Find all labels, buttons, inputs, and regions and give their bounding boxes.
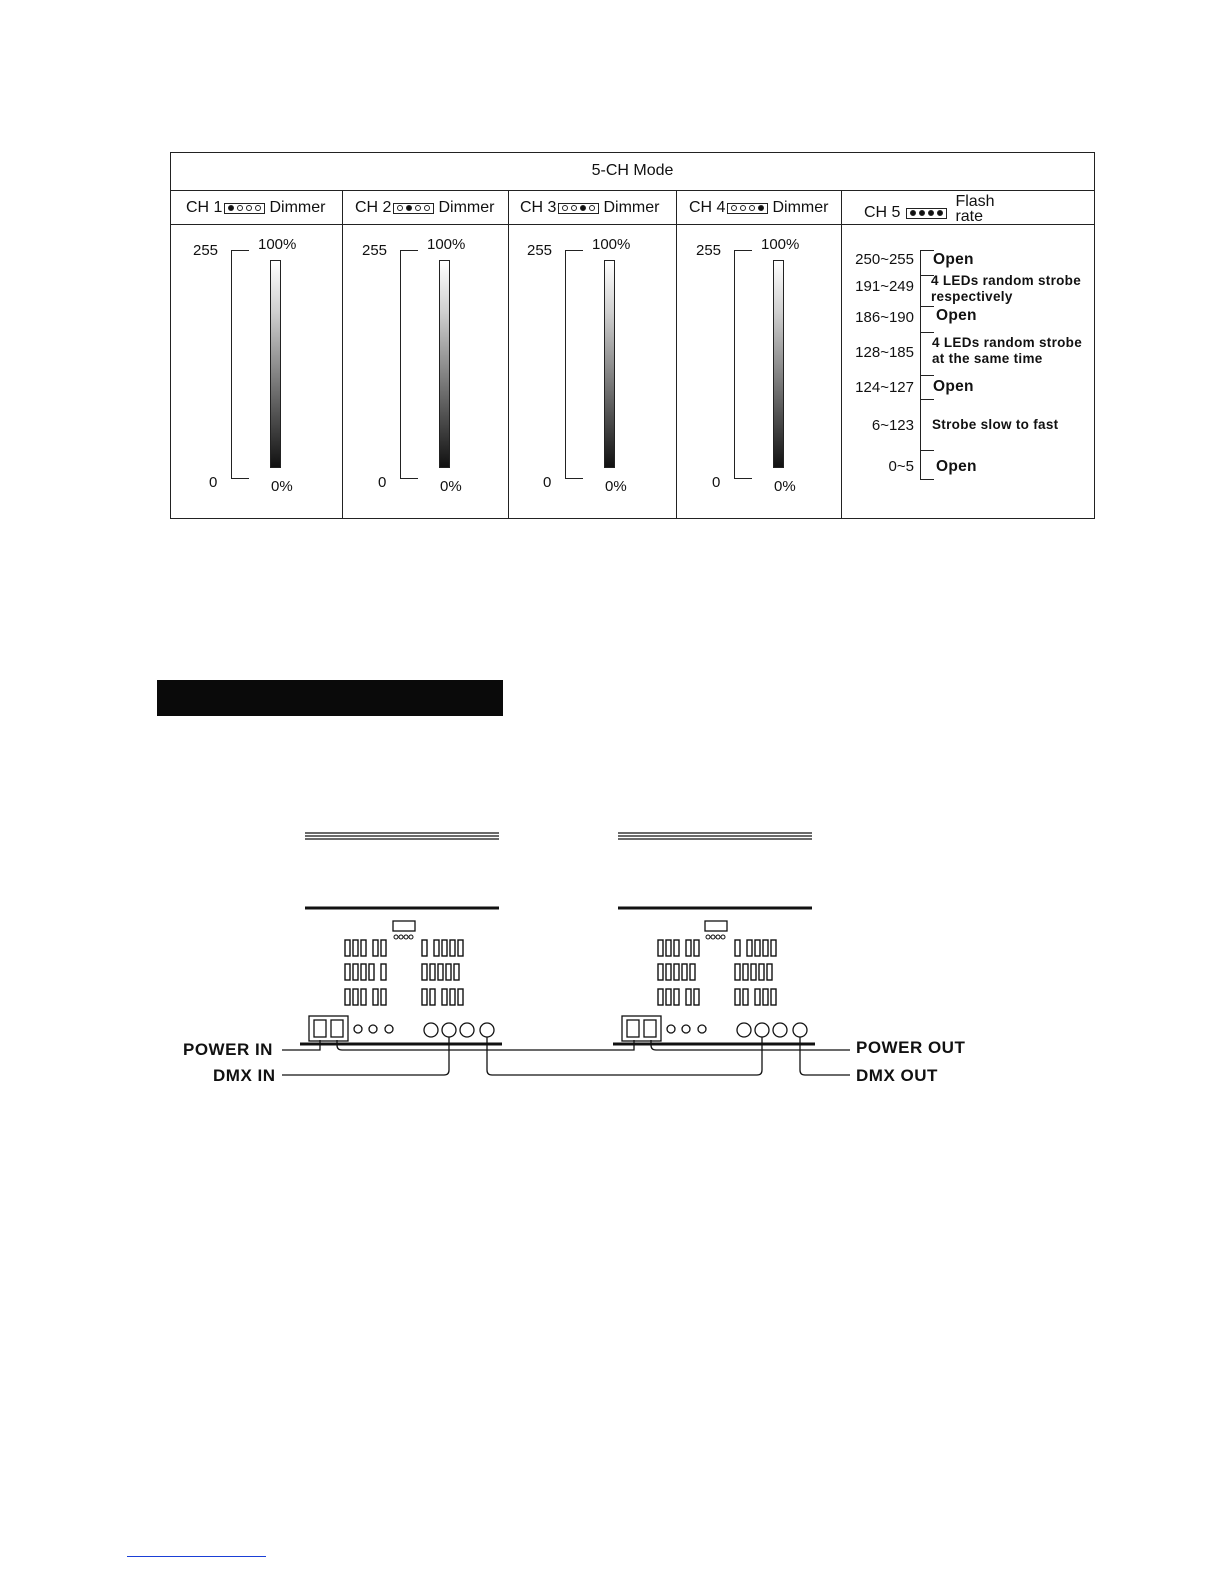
scale-top-percent: 100%: [427, 236, 466, 253]
ch2-label: CH 2: [355, 199, 392, 216]
footer-link-underline: [127, 1556, 266, 1557]
table-title: 5-CH Mode: [591, 162, 674, 179]
divider: [508, 191, 509, 518]
range-tick: [920, 306, 934, 307]
scale-top-value: 255: [193, 242, 219, 259]
ch4-label: CH 4: [689, 199, 726, 216]
dip-switch-icon: [224, 203, 265, 214]
power-in-label: POWER IN: [183, 1040, 273, 1059]
scale-top-value: 255: [362, 242, 388, 259]
range-tick: [920, 450, 934, 451]
scale-bottom-percent: 0%: [440, 478, 462, 495]
scale-bracket: [734, 250, 752, 479]
ch4-header: [689, 199, 828, 217]
dip-on-dot: [919, 210, 925, 216]
ch1-header: [186, 199, 325, 217]
range-tick: [920, 250, 934, 251]
dip-off-dot: [255, 205, 261, 211]
dip-on-dot: [580, 205, 586, 211]
scale-bottom-percent: 0%: [605, 478, 627, 495]
range-spine: [920, 250, 921, 479]
dip-off-dot: [749, 205, 755, 211]
five-ch-mode-table: [170, 152, 1095, 519]
range-description: Open: [936, 458, 977, 475]
dip-off-dot: [740, 205, 746, 211]
dip-switch-icon: [727, 203, 768, 214]
range-value: 6~123: [871, 417, 914, 434]
range-value: 124~127: [855, 379, 914, 396]
fixture-right: [613, 833, 815, 1044]
range-tick: [920, 332, 934, 333]
dip-on-dot: [228, 205, 234, 211]
ch1-function: Dimmer: [269, 199, 326, 216]
scale-bottom-value: 0: [209, 474, 218, 491]
dip-off-dot: [415, 205, 421, 211]
dip-switch-icon: [906, 208, 947, 219]
ch3-header: [520, 199, 659, 217]
dip-switch-icon: [558, 203, 599, 214]
dip-on-dot: [928, 210, 934, 216]
ch2-function: Dimmer: [438, 199, 495, 216]
ch5-header: [864, 194, 995, 224]
range-description: Open: [936, 307, 977, 324]
dip-off-dot: [237, 205, 243, 211]
range-tick: [920, 375, 934, 376]
range-description-line1: 4 LEDs random strobe: [931, 273, 1082, 288]
range-description: Open: [933, 378, 974, 395]
section-heading-band: [157, 680, 503, 716]
scale-bottom-value: 0: [378, 474, 387, 491]
scale-top-percent: 100%: [592, 236, 631, 253]
dip-off-dot: [246, 205, 252, 211]
ch5-function-line2: rate: [955, 208, 984, 225]
dip-off-dot: [731, 205, 737, 211]
scale-bottom-value: 0: [712, 474, 721, 491]
dip-off-dot: [589, 205, 595, 211]
dimmer-gradient-bar: [270, 260, 281, 468]
ch2-header: [355, 199, 494, 217]
dip-off-dot: [571, 205, 577, 211]
range-value: 128~185: [855, 344, 914, 361]
range-value: 186~190: [855, 309, 914, 326]
ch4-function: Dimmer: [772, 199, 829, 216]
dip-switch-icon: [393, 203, 434, 214]
scale-bracket: [231, 250, 249, 479]
range-tick: [920, 399, 934, 400]
dmx-in-label: DMX IN: [213, 1066, 276, 1085]
scale-bottom-percent: 0%: [271, 478, 293, 495]
dip-on-dot: [910, 210, 916, 216]
ch5-label: CH 5: [864, 204, 901, 221]
dimmer-gradient-bar: [604, 260, 615, 468]
ch3-label: CH 3: [520, 199, 557, 216]
range-value: 250~255: [855, 251, 914, 268]
dmx-out-label: DMX OUT: [856, 1066, 938, 1085]
dip-off-dot: [397, 205, 403, 211]
scale-top-percent: 100%: [761, 236, 800, 253]
range-description-line1: 4 LEDs random strobe: [932, 335, 1083, 350]
divider: [342, 191, 343, 518]
power-out-label: POWER OUT: [856, 1038, 966, 1057]
dip-on-dot: [937, 210, 943, 216]
scale-bottom-value: 0: [543, 474, 552, 491]
ch5-function-line1: Flash: [955, 193, 995, 210]
fixture-left: [300, 833, 502, 1044]
scale-bracket: [400, 250, 418, 479]
dimmer-gradient-bar: [773, 260, 784, 468]
ch3-function: Dimmer: [603, 199, 660, 216]
scale-top-percent: 100%: [258, 236, 297, 253]
scale-top-value: 255: [696, 242, 722, 259]
range-description-line2: at the same time: [932, 351, 1043, 366]
dip-off-dot: [424, 205, 430, 211]
range-value: 0~5: [888, 458, 914, 475]
range-tick: [920, 479, 934, 480]
range-description: Open: [933, 251, 974, 268]
scale-bracket: [565, 250, 583, 479]
divider: [171, 190, 1094, 191]
range-description-line2: respectively: [931, 289, 1013, 304]
divider: [676, 191, 677, 518]
ch5-function: [955, 194, 994, 224]
dip-on-dot: [758, 205, 764, 211]
scale-bottom-percent: 0%: [774, 478, 796, 495]
dimmer-gradient-bar: [439, 260, 450, 468]
range-description: Strobe slow to fast: [932, 417, 1059, 432]
range-value: 191~249: [855, 278, 914, 295]
dip-off-dot: [562, 205, 568, 211]
ch1-label: CH 1: [186, 199, 223, 216]
scale-top-value: 255: [527, 242, 553, 259]
dip-on-dot: [406, 205, 412, 211]
